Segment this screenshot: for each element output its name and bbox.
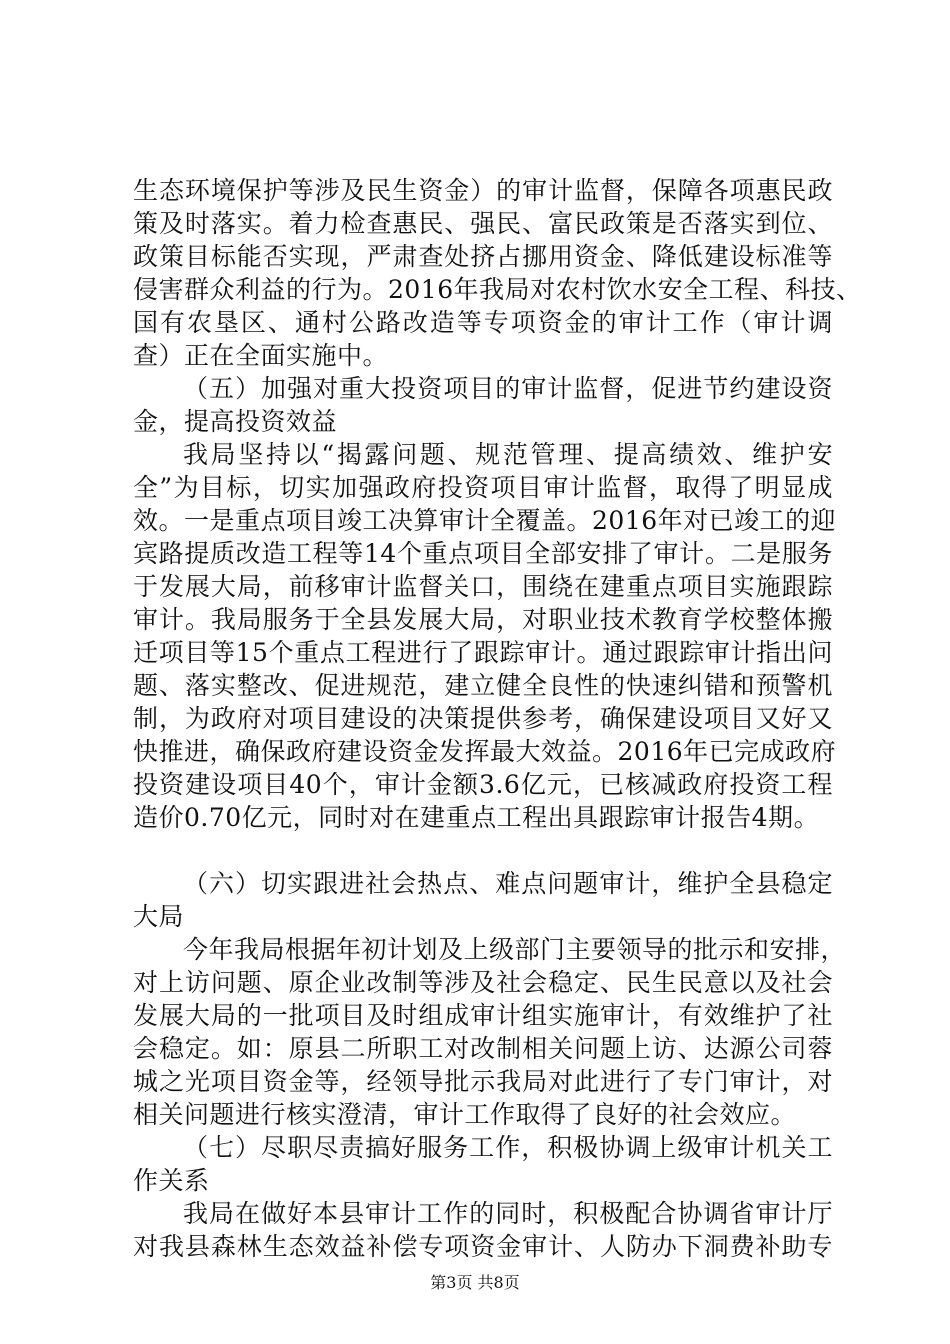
body-line: 对我县森林生态效益补偿专项资金审计、人防办下洞费补助专 — [133, 1232, 833, 1261]
body-line: 相关问题进行核实澄清，审计工作取得了良好的社会效应。 — [133, 1100, 797, 1129]
body-line: 迁项目等15个重点工程进行了跟踪审计。通过跟踪审计指出问 — [133, 638, 833, 667]
body-line: 效。一是重点项目竣工决算审计全覆盖。2016年对已竣工的迎 — [133, 506, 837, 535]
body-line: 政策目标能否实现，严肃查处挤占挪用资金、降低建设标准等 — [133, 242, 833, 271]
body-line: 发展大局的一批项目及时组成审计组实施审计，有效维护了社 — [133, 1001, 833, 1030]
body-line: 快推进，确保政府建设资金发挥最大效益。2016年已完成政府 — [133, 737, 837, 766]
body-line: 侵害群众利益的行为。2016年我局对农村饮水安全工程、科技、 — [133, 275, 862, 304]
body-line: 国有农垦区、通村公路改造等专项资金的审计工作（审计调 — [133, 308, 833, 337]
section-heading: （六）切实跟进社会热点、难点问题审计，维护全县稳定 — [183, 869, 833, 898]
section-heading: 作关系 — [133, 1166, 210, 1195]
section-heading: （七）尽职尽责搞好服务工作，积极协调上级审计机关工 — [183, 1133, 833, 1162]
body-line: 我局坚持以“揭露问题、规范管理、提高绩效、维护安 — [183, 440, 833, 469]
section-heading: （五）加强对重大投资项目的审计监督，促进节约建设资 — [183, 374, 833, 403]
body-line: 题、落实整改、促进规范，建立健全良性的快速纠错和预警机 — [133, 671, 833, 700]
body-line: 生态环境保护等涉及民生资金）的审计监督，保障各项惠民政 — [133, 176, 833, 205]
body-line: 审计。我局服务于全县发展大局，对职业技术教育学校整体搬 — [133, 605, 833, 634]
body-line: 我局在做好本县审计工作的同时，积极配合协调省审计厅 — [183, 1199, 833, 1228]
body-line: 宾路提质改造工程等14个重点项目全部安排了审计。二是服务 — [133, 539, 833, 568]
section-heading: 金，提高投资效益 — [133, 407, 338, 436]
body-line: 制，为政府对项目建设的决策提供参考，确保建设项目又好又 — [133, 704, 833, 733]
body-line: 投资建设项目40个，审计金额3.6亿元，已核减政府投资工程 — [133, 770, 833, 799]
section-heading: 大局 — [133, 902, 185, 931]
body-line: 会稳定。如：原县二所职工对改制相关问题上访、达源公司蓉 — [133, 1034, 833, 1063]
body-line: 对上访问题、原企业改制等涉及社会稳定、民生民意以及社会 — [133, 968, 833, 997]
body-line: 全”为目标，切实加强政府投资项目审计监督，取得了明显成 — [133, 473, 833, 502]
body-line: 查）正在全面实施中。 — [133, 341, 389, 370]
body-line: 于发展大局，前移审计监督关口，围绕在建重点项目实施跟踪 — [133, 572, 833, 601]
body-line: 城之光项目资金等，经领导批示我局对此进行了专门审计，对 — [133, 1067, 833, 1096]
body-line: 策及时落实。着力检查惠民、强民、富民政策是否落实到位、 — [133, 209, 833, 238]
page-number-footer: 第3页 共8页 — [430, 1273, 520, 1292]
body-line: 今年我局根据年初计划及上级部门主要领导的批示和安排， — [183, 935, 847, 964]
body-line: 造价0.70亿元，同时对在建重点工程出具跟踪审计报告4期。 — [133, 803, 820, 832]
